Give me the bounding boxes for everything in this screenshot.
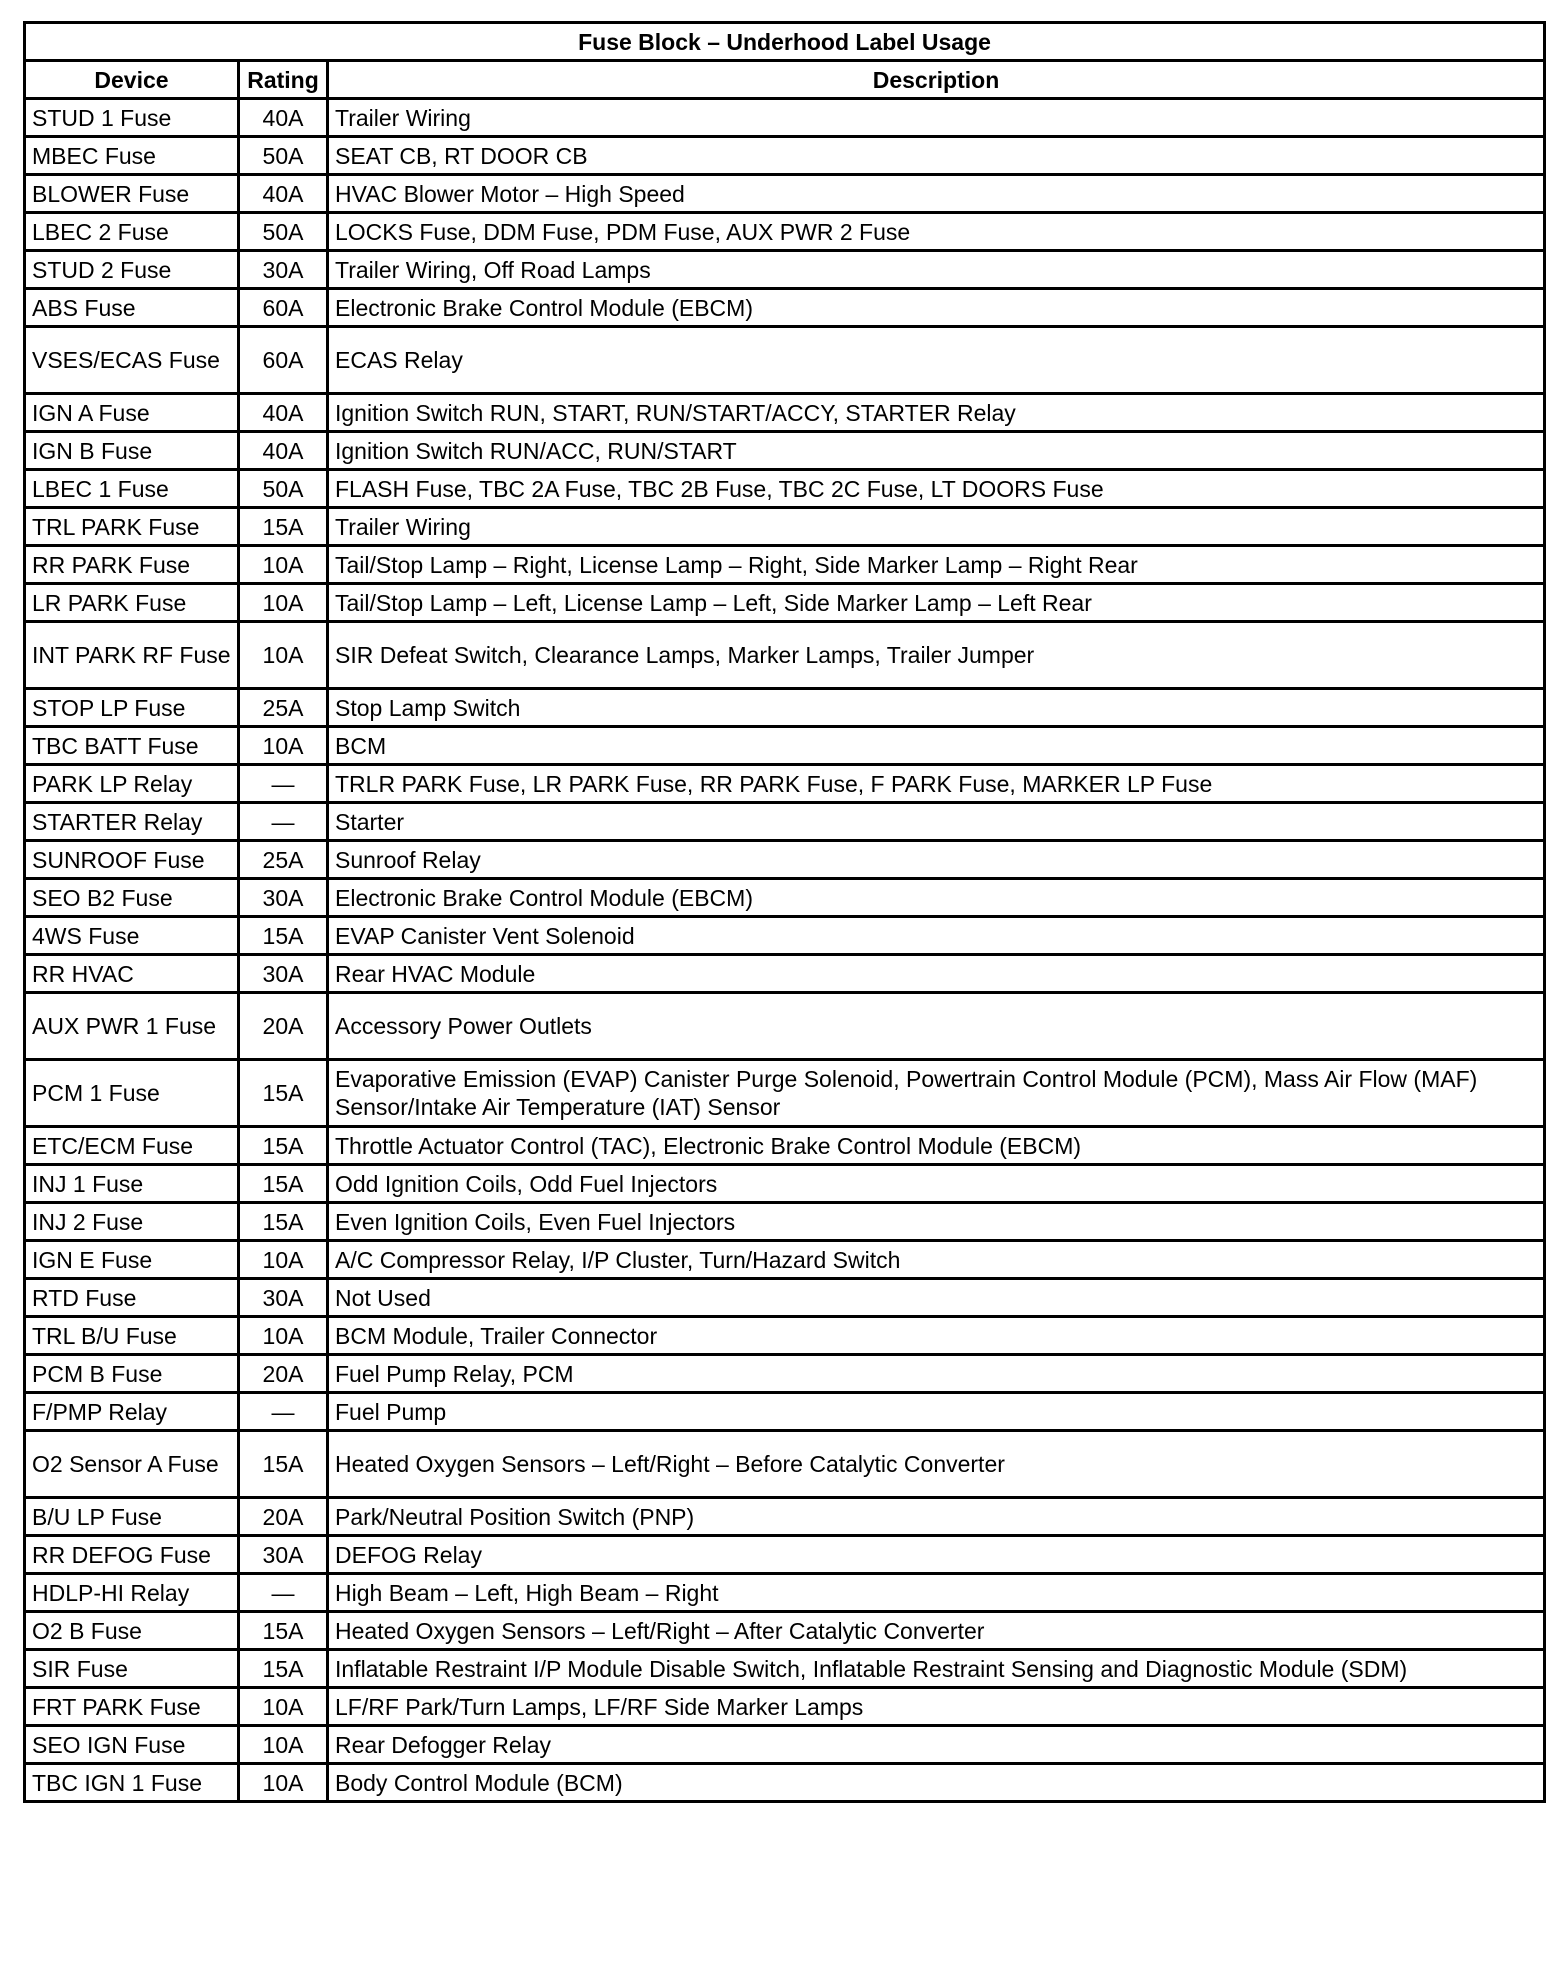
description-cell: Heated Oxygen Sensors – Left/Right – After Catalytic Converter: [328, 1612, 1545, 1650]
table-row: [25, 622, 1545, 689]
rating-cell: 20A: [239, 1498, 328, 1536]
description-cell: Body Control Module (BCM): [328, 1764, 1545, 1802]
description-cell: Trailer Wiring: [328, 508, 1545, 546]
table-row: [25, 289, 1545, 327]
table-row: [25, 327, 1545, 394]
description-cell: ECAS Relay: [328, 327, 1545, 394]
description-cell: LF/RF Park/Turn Lamps, LF/RF Side Marker Lamps: [328, 1688, 1545, 1726]
description-cell: Accessory Power Outlets: [328, 993, 1545, 1060]
device-cell: PCM 1 Fuse: [25, 1060, 239, 1127]
table-row: [25, 955, 1545, 993]
description-cell: Throttle Actuator Control (TAC), Electronic Brake Control Module (EBCM): [328, 1127, 1545, 1165]
description-cell: SIR Defeat Switch, Clearance Lamps, Marker Lamps, Trailer Jumper: [328, 622, 1545, 689]
table-row: [25, 879, 1545, 917]
description-cell: TRLR PARK Fuse, LR PARK Fuse, RR PARK Fuse, F PARK Fuse, MARKER LP Fuse: [328, 765, 1545, 803]
rating-cell: —: [239, 803, 328, 841]
description-cell: Tail/Stop Lamp – Left, License Lamp – Left, Side Marker Lamp – Left Rear: [328, 584, 1545, 622]
rating-cell: —: [239, 1393, 328, 1431]
rating-cell: 10A: [239, 727, 328, 765]
device-cell: PARK LP Relay: [25, 765, 239, 803]
device-cell: INJ 2 Fuse: [25, 1203, 239, 1241]
rating-cell: 15A: [239, 1612, 328, 1650]
device-cell: 4WS Fuse: [25, 917, 239, 955]
rating-cell: —: [239, 1574, 328, 1612]
table-row: [25, 1203, 1545, 1241]
rating-cell: 30A: [239, 251, 328, 289]
description-cell: Electronic Brake Control Module (EBCM): [328, 879, 1545, 917]
table-row: [25, 137, 1545, 175]
title-row: [25, 23, 1545, 61]
rating-cell: 25A: [239, 689, 328, 727]
device-cell: PCM B Fuse: [25, 1355, 239, 1393]
device-cell: STUD 1 Fuse: [25, 99, 239, 137]
description-cell: Not Used: [328, 1279, 1545, 1317]
description-cell: Even Ignition Coils, Even Fuel Injectors: [328, 1203, 1545, 1241]
fuse-table-body: [25, 99, 1545, 1802]
device-cell: SUNROOF Fuse: [25, 841, 239, 879]
description-cell: Tail/Stop Lamp – Right, License Lamp – Right, Side Marker Lamp – Right Rear: [328, 546, 1545, 584]
table-row: [25, 993, 1545, 1060]
device-cell: ETC/ECM Fuse: [25, 1127, 239, 1165]
description-cell: Heated Oxygen Sensors – Left/Right – Before Catalytic Converter: [328, 1431, 1545, 1498]
rating-cell: 10A: [239, 1241, 328, 1279]
rating-cell: 40A: [239, 432, 328, 470]
description-cell: Odd Ignition Coils, Odd Fuel Injectors: [328, 1165, 1545, 1203]
table-row: [25, 546, 1545, 584]
table-row: [25, 1241, 1545, 1279]
table-row: [25, 508, 1545, 546]
device-cell: RTD Fuse: [25, 1279, 239, 1317]
device-cell: VSES/ECAS Fuse: [25, 327, 239, 394]
fuse-block-table: [23, 21, 1546, 1803]
description-cell: Rear HVAC Module: [328, 955, 1545, 993]
device-cell: TRL B/U Fuse: [25, 1317, 239, 1355]
description-cell: BCM Module, Trailer Connector: [328, 1317, 1545, 1355]
rating-cell: 30A: [239, 955, 328, 993]
rating-cell: 20A: [239, 1355, 328, 1393]
description-cell: Fuel Pump Relay, PCM: [328, 1355, 1545, 1393]
description-cell: Ignition Switch RUN/ACC, RUN/START: [328, 432, 1545, 470]
description-cell: Electronic Brake Control Module (EBCM): [328, 289, 1545, 327]
description-cell: DEFOG Relay: [328, 1536, 1545, 1574]
table-row: [25, 1279, 1545, 1317]
table-row: [25, 1726, 1545, 1764]
rating-cell: 40A: [239, 394, 328, 432]
description-cell: EVAP Canister Vent Solenoid: [328, 917, 1545, 955]
device-cell: LBEC 1 Fuse: [25, 470, 239, 508]
rating-cell: 10A: [239, 1726, 328, 1764]
device-cell: AUX PWR 1 Fuse: [25, 993, 239, 1060]
device-cell: RR HVAC: [25, 955, 239, 993]
table-row: [25, 841, 1545, 879]
rating-cell: 50A: [239, 470, 328, 508]
description-cell: A/C Compressor Relay, I/P Cluster, Turn/Hazard Switch: [328, 1241, 1545, 1279]
device-cell: BLOWER Fuse: [25, 175, 239, 213]
table-row: [25, 689, 1545, 727]
device-cell: ABS Fuse: [25, 289, 239, 327]
description-cell: Inflatable Restraint I/P Module Disable Switch, Inflatable Restraint Sensing and Diagnostic Module (SDM): [328, 1650, 1545, 1688]
device-cell: SIR Fuse: [25, 1650, 239, 1688]
device-cell: B/U LP Fuse: [25, 1498, 239, 1536]
rating-cell: 15A: [239, 1650, 328, 1688]
rating-cell: 40A: [239, 99, 328, 137]
rating-cell: 10A: [239, 1688, 328, 1726]
rating-cell: 15A: [239, 508, 328, 546]
device-cell: INJ 1 Fuse: [25, 1165, 239, 1203]
table-row: [25, 175, 1545, 213]
rating-cell: 10A: [239, 1317, 328, 1355]
device-cell: FRT PARK Fuse: [25, 1688, 239, 1726]
device-cell: F/PMP Relay: [25, 1393, 239, 1431]
rating-cell: 15A: [239, 917, 328, 955]
rating-column-header: Rating: [239, 61, 328, 99]
table-row: [25, 394, 1545, 432]
description-cell: Rear Defogger Relay: [328, 1726, 1545, 1764]
device-cell: TRL PARK Fuse: [25, 508, 239, 546]
description-cell: LOCKS Fuse, DDM Fuse, PDM Fuse, AUX PWR 2 Fuse: [328, 213, 1545, 251]
table-row: [25, 1498, 1545, 1536]
device-cell: LBEC 2 Fuse: [25, 213, 239, 251]
rating-cell: 60A: [239, 289, 328, 327]
description-cell: SEAT CB, RT DOOR CB: [328, 137, 1545, 175]
device-cell: TBC IGN 1 Fuse: [25, 1764, 239, 1802]
description-cell: Fuel Pump: [328, 1393, 1545, 1431]
rating-cell: 15A: [239, 1165, 328, 1203]
description-cell: Evaporative Emission (EVAP) Canister Purge Solenoid, Powertrain Control Module (PCM), Mass Air Flow (MAF) Sensor/Intake Air Temperature (IAT) Sensor: [328, 1060, 1545, 1127]
device-cell: IGN B Fuse: [25, 432, 239, 470]
description-cell: FLASH Fuse, TBC 2A Fuse, TBC 2B Fuse, TBC 2C Fuse, LT DOORS Fuse: [328, 470, 1545, 508]
table-row: [25, 1393, 1545, 1431]
table-row: [25, 1127, 1545, 1165]
description-cell: BCM: [328, 727, 1545, 765]
rating-cell: 50A: [239, 137, 328, 175]
rating-cell: 15A: [239, 1431, 328, 1498]
table-row: [25, 432, 1545, 470]
rating-cell: 60A: [239, 327, 328, 394]
table-row: [25, 803, 1545, 841]
device-cell: IGN A Fuse: [25, 394, 239, 432]
rating-cell: 50A: [239, 213, 328, 251]
description-cell: Stop Lamp Switch: [328, 689, 1545, 727]
table-row: [25, 99, 1545, 137]
table-row: [25, 1764, 1545, 1802]
device-cell: O2 Sensor A Fuse: [25, 1431, 239, 1498]
table-row: [25, 727, 1545, 765]
table-row: [25, 584, 1545, 622]
device-cell: MBEC Fuse: [25, 137, 239, 175]
rating-cell: 25A: [239, 841, 328, 879]
device-cell: RR PARK Fuse: [25, 546, 239, 584]
table-row: [25, 1165, 1545, 1203]
device-cell: O2 B Fuse: [25, 1612, 239, 1650]
table-row: [25, 1060, 1545, 1127]
device-cell: SEO IGN Fuse: [25, 1726, 239, 1764]
description-cell: Park/Neutral Position Switch (PNP): [328, 1498, 1545, 1536]
description-cell: Trailer Wiring, Off Road Lamps: [328, 251, 1545, 289]
table-row: [25, 1431, 1545, 1498]
device-cell: IGN E Fuse: [25, 1241, 239, 1279]
table-row: [25, 1650, 1545, 1688]
description-cell: Ignition Switch RUN, START, RUN/START/ACCY, STARTER Relay: [328, 394, 1545, 432]
table-row: [25, 917, 1545, 955]
rating-cell: 40A: [239, 175, 328, 213]
description-cell: HVAC Blower Motor – High Speed: [328, 175, 1545, 213]
device-cell: STUD 2 Fuse: [25, 251, 239, 289]
description-cell: High Beam – Left, High Beam – Right: [328, 1574, 1545, 1612]
description-cell: Trailer Wiring: [328, 99, 1545, 137]
rating-cell: —: [239, 765, 328, 803]
rating-cell: 20A: [239, 993, 328, 1060]
device-cell: SEO B2 Fuse: [25, 879, 239, 917]
rating-cell: 30A: [239, 1536, 328, 1574]
table-row: [25, 1536, 1545, 1574]
header-row: [25, 61, 1545, 99]
rating-cell: 30A: [239, 1279, 328, 1317]
device-cell: TBC BATT Fuse: [25, 727, 239, 765]
description-column-header: Description: [328, 61, 1545, 99]
device-cell: STARTER Relay: [25, 803, 239, 841]
device-cell: LR PARK Fuse: [25, 584, 239, 622]
table-row: [25, 1317, 1545, 1355]
table-title: Fuse Block – Underhood Label Usage: [25, 23, 1545, 61]
device-cell: INT PARK RF Fuse: [25, 622, 239, 689]
rating-cell: 10A: [239, 1764, 328, 1802]
table-row: [25, 213, 1545, 251]
table-row: [25, 1688, 1545, 1726]
device-cell: STOP LP Fuse: [25, 689, 239, 727]
description-cell: Starter: [328, 803, 1545, 841]
table-row: [25, 251, 1545, 289]
table-row: [25, 1612, 1545, 1650]
table-row: [25, 470, 1545, 508]
rating-cell: 15A: [239, 1127, 328, 1165]
table-row: [25, 1574, 1545, 1612]
rating-cell: 15A: [239, 1203, 328, 1241]
rating-cell: 10A: [239, 584, 328, 622]
rating-cell: 10A: [239, 546, 328, 584]
table-row: [25, 765, 1545, 803]
rating-cell: 30A: [239, 879, 328, 917]
table-row: [25, 1355, 1545, 1393]
device-cell: HDLP-HI Relay: [25, 1574, 239, 1612]
rating-cell: 15A: [239, 1060, 328, 1127]
device-column-header: Device: [25, 61, 239, 99]
device-cell: RR DEFOG Fuse: [25, 1536, 239, 1574]
rating-cell: 10A: [239, 622, 328, 689]
description-cell: Sunroof Relay: [328, 841, 1545, 879]
